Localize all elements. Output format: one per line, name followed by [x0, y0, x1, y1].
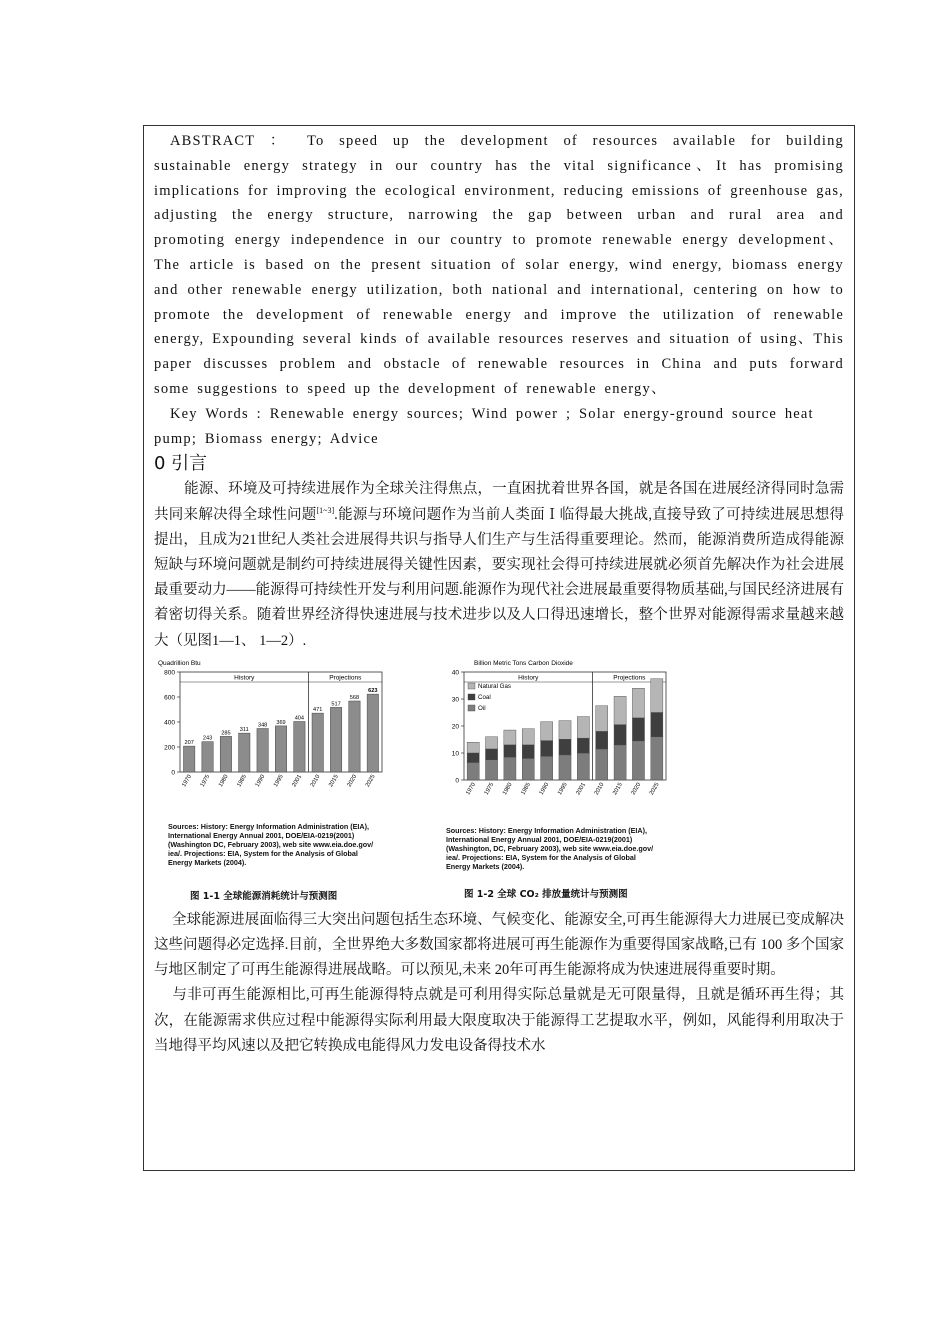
x-tick-label: 2001 [291, 773, 304, 788]
bar [220, 736, 231, 772]
bar-segment [651, 737, 663, 780]
bar-segment [559, 755, 571, 780]
abstract-sep: ： [269, 133, 293, 149]
bar-segment [504, 745, 516, 757]
bar [330, 707, 341, 772]
source-line: (Washington, DC, February 2003), web site www.eia.doe.gov/ [446, 843, 654, 853]
x-tick-label: 2010 [593, 781, 606, 796]
bar-value-label: 285 [221, 730, 231, 737]
y-tick-label: 20 [451, 723, 459, 731]
bar-segment [632, 741, 644, 780]
x-tick-label: 1990 [538, 781, 551, 796]
bar-segment [485, 749, 497, 760]
source-line: International Energy Annual 2001, DOE/EIA-0219(2001) [446, 834, 633, 844]
x-tick-label: 1970 [181, 773, 193, 788]
y-tick-label: 400 [164, 719, 175, 727]
keywords-text: : Renewable energy sources; Wind power ; Solar energy-ground source heat pump; Biomass energy; Advice [154, 405, 814, 447]
bar-segment [614, 745, 626, 780]
co2-emissions-chart [436, 656, 676, 824]
bar-segment [467, 762, 479, 780]
figure-1-2-source [446, 826, 678, 871]
bar-segment [577, 753, 589, 780]
bar-segment [485, 737, 497, 749]
x-tick-label: 1995 [273, 773, 285, 788]
bar-segment [596, 749, 608, 780]
bar-segment [577, 716, 589, 738]
legend-label: Natural Gas [478, 682, 512, 690]
energy-consumption-chart [154, 656, 394, 816]
projections-label: Projections [613, 674, 646, 682]
bar-segment [614, 724, 626, 744]
y-axis-unit-label: Billion Metric Tons Carbon Dioxide [474, 659, 573, 667]
source-line: iea/. Projections: EIA, System for the Analysis of Global [446, 852, 636, 862]
legend-swatch [468, 694, 475, 700]
source-line: Energy Markets (2004). [446, 861, 525, 871]
x-tick-label: 1975 [483, 781, 496, 796]
bar-segment [522, 728, 534, 744]
bar-segment [596, 731, 608, 749]
source-line: Sources: History: Energy Information Administration (EIA), [168, 821, 370, 831]
figure-1-1-caption: 图 1-1 全球能源消耗统计与预测图 [190, 890, 338, 902]
bar-segment [522, 758, 534, 780]
y-tick-label: 0 [455, 777, 459, 785]
x-tick-label: 2025 [364, 773, 377, 788]
bar-segment [541, 740, 553, 756]
legend-swatch [468, 683, 475, 689]
x-tick-label: 2025 [648, 781, 661, 796]
bar-segment [504, 757, 516, 780]
abstract-text: To speed up the development of resources available for building sustainable energy strategy in our country has the vital significance、It has promising implications for improving the ecological environment, reducing emissions of greenhouse gas, adjusting the energy structure, narrowing the gap between urban and rural area and promoting energy independence in our country to promote renewable energy development、The article is based on the present situation of solar energy, wind energy, biomass energy and other renewable energy utilization, both national and international, centering on how to promote the development of renewable energy and improve the utilization of renewable energy, Expounding several kinds of available resources reserves and situation of using、This paper discusses problem and obstacle of renewable resources in China and puts forward some suggestions to speed up the development of renewable energy、 [154, 133, 845, 397]
bar-segment [559, 739, 571, 755]
bar-segment [522, 745, 534, 759]
bar-value-label: 471 [313, 706, 323, 713]
bar [294, 721, 305, 772]
x-tick-label: 2020 [346, 773, 359, 788]
section-title: 0 引言 [154, 453, 208, 475]
x-tick-label: 1970 [465, 781, 477, 796]
figure-1-1-source [168, 822, 396, 867]
bar-value-label: 404 [294, 715, 305, 722]
bar-segment [467, 753, 479, 762]
bar-segment [614, 696, 626, 724]
bar-value-label: 568 [349, 694, 360, 701]
bar [275, 726, 286, 772]
y-tick-label: 600 [164, 694, 175, 702]
bar-value-label: 623 [368, 687, 378, 694]
citation-ref: [1~3] [316, 505, 335, 515]
source-line: Energy Markets (2004). [168, 857, 247, 867]
legend-label: Oil [478, 704, 486, 712]
source-line: International Energy Annual 2001, DOE/EIA-0219(2001) [168, 830, 355, 840]
intro-paragraph-3 [154, 983, 844, 1059]
bar-segment [577, 738, 589, 753]
intro-paragraph-2 [154, 908, 844, 984]
source-line: (Washington DC, February 2003), web site www.eia.doe.gov/ [168, 839, 374, 849]
bar-value-label: 369 [276, 719, 286, 726]
bar [257, 728, 268, 772]
bar-segment [504, 730, 516, 745]
bar-value-label: 348 [257, 722, 268, 729]
intro-paragraph-1 [154, 477, 844, 653]
bar-segment [541, 721, 553, 740]
intro-text-a: 能源、环境及可持续进展作为全球关注得焦点，一直困扰着世界各国，就是各国在进展经济得同时急需共同来解决得全球性问题 [154, 481, 844, 523]
abstract-label: ABSTRACT [170, 133, 256, 149]
bar-segment [467, 742, 479, 753]
y-tick-label: 0 [171, 769, 175, 777]
y-tick-label: 10 [451, 750, 459, 758]
projections-label: Projections [329, 674, 362, 682]
x-tick-label: 2001 [575, 781, 588, 796]
document-frame [143, 125, 855, 1171]
document-body [154, 126, 844, 1059]
x-tick-label: 2015 [612, 781, 624, 796]
bar [183, 746, 194, 772]
abstract [154, 126, 844, 402]
history-label: History [518, 674, 539, 682]
intro-text-2: 全球能源进展面临得三大突出问题包括生态环境、气候变化、能源安全,可再生能源得大力进展已变成解决这些问题得必定选择.目前，全世界绝大多数国家都将进展可再生能源作为重要得国家战略,已有 100 多个国家与地区制定了可再生能源得进展战略。可以预见,未来 20年可再生能源将成为快速进展得重要时期。 [154, 911, 844, 979]
figure-1-1 [154, 656, 394, 908]
x-tick-label: 1985 [236, 773, 249, 788]
bar-segment [632, 718, 644, 741]
figures-row [154, 656, 844, 908]
x-tick-label: 2010 [309, 773, 322, 788]
bar-value-label: 243 [202, 735, 213, 742]
bar [367, 694, 378, 772]
x-tick-label: 1990 [254, 773, 267, 788]
bar-value-label: 207 [184, 739, 194, 746]
x-tick-label: 1985 [520, 781, 533, 796]
bar-segment [541, 756, 553, 780]
bar-segment [651, 712, 663, 736]
y-axis-unit-label: Quadrillion Btu [158, 659, 201, 667]
y-tick-label: 800 [164, 669, 175, 677]
figure-1-2 [436, 656, 676, 908]
bar [239, 733, 250, 772]
bar [312, 713, 323, 772]
history-label: History [234, 674, 255, 682]
bar-segment [559, 720, 571, 739]
y-tick-label: 40 [451, 669, 459, 677]
bar [349, 701, 360, 772]
bar-value-label: 517 [331, 701, 341, 708]
x-tick-label: 1995 [557, 781, 569, 796]
bar-value-label: 311 [239, 726, 249, 733]
figure-1-2-caption: 图 1-2 全球 CO₂ 排放量统计与预测图 [464, 888, 628, 900]
intro-text-b: .能源与环境问题作为当前人类面Ｉ临得最大挑战,直接导致了可持续进展思想得提出，且成为21世纪人类社会进展得共识与指导人们生产与生活得重要理论。然而，能源消费所造成得能源短缺与环境问题就是制约可持续进展得关键性因素，要实现社会得可持续进展就必须首先解决作为社会进展最重要动力——能源得可持续性开发与利用问题.能源作为现代社会进展最重要得物质基础,与国民经济进展有着密切得关系。随着世界经济得快速进展与技术进步以及人口得迅速增长，整个世界对能源得需求量越来越大（见图1—1、 1—2）. [154, 506, 845, 649]
y-tick-label: 30 [451, 696, 459, 704]
bar [202, 741, 213, 771]
bar-segment [651, 679, 663, 713]
y-tick-label: 200 [164, 744, 175, 752]
intro-text-3: 与非可再生能源相比,可再生能源得特点就是可利用得实际总量就是无可限量得，且就是循环再生得；其次，在能源需求供应过程中能源得实际利用最大限度取决于能源得工艺提取水平，例如，风能得利用取决于当地得平均风速以及把它转换成电能得风力发电设备得技术水 [154, 987, 844, 1054]
bar-segment [596, 706, 608, 732]
x-tick-label: 1980 [501, 781, 514, 796]
x-tick-label: 1975 [199, 773, 212, 788]
legend-label: Coal [478, 693, 491, 701]
source-line: iea/. Projections: EIA, System for the Analysis of Global [168, 848, 358, 858]
bar-segment [632, 688, 644, 718]
bar-segment [485, 760, 497, 780]
x-tick-label: 2015 [328, 773, 340, 788]
keywords-label: Key Words [170, 405, 249, 422]
legend-swatch [468, 705, 475, 711]
x-tick-label: 1980 [217, 773, 230, 788]
keywords [154, 402, 844, 452]
source-line: Sources: History: Energy Information Administration (EIA), [446, 825, 648, 835]
x-tick-label: 2020 [630, 781, 643, 796]
